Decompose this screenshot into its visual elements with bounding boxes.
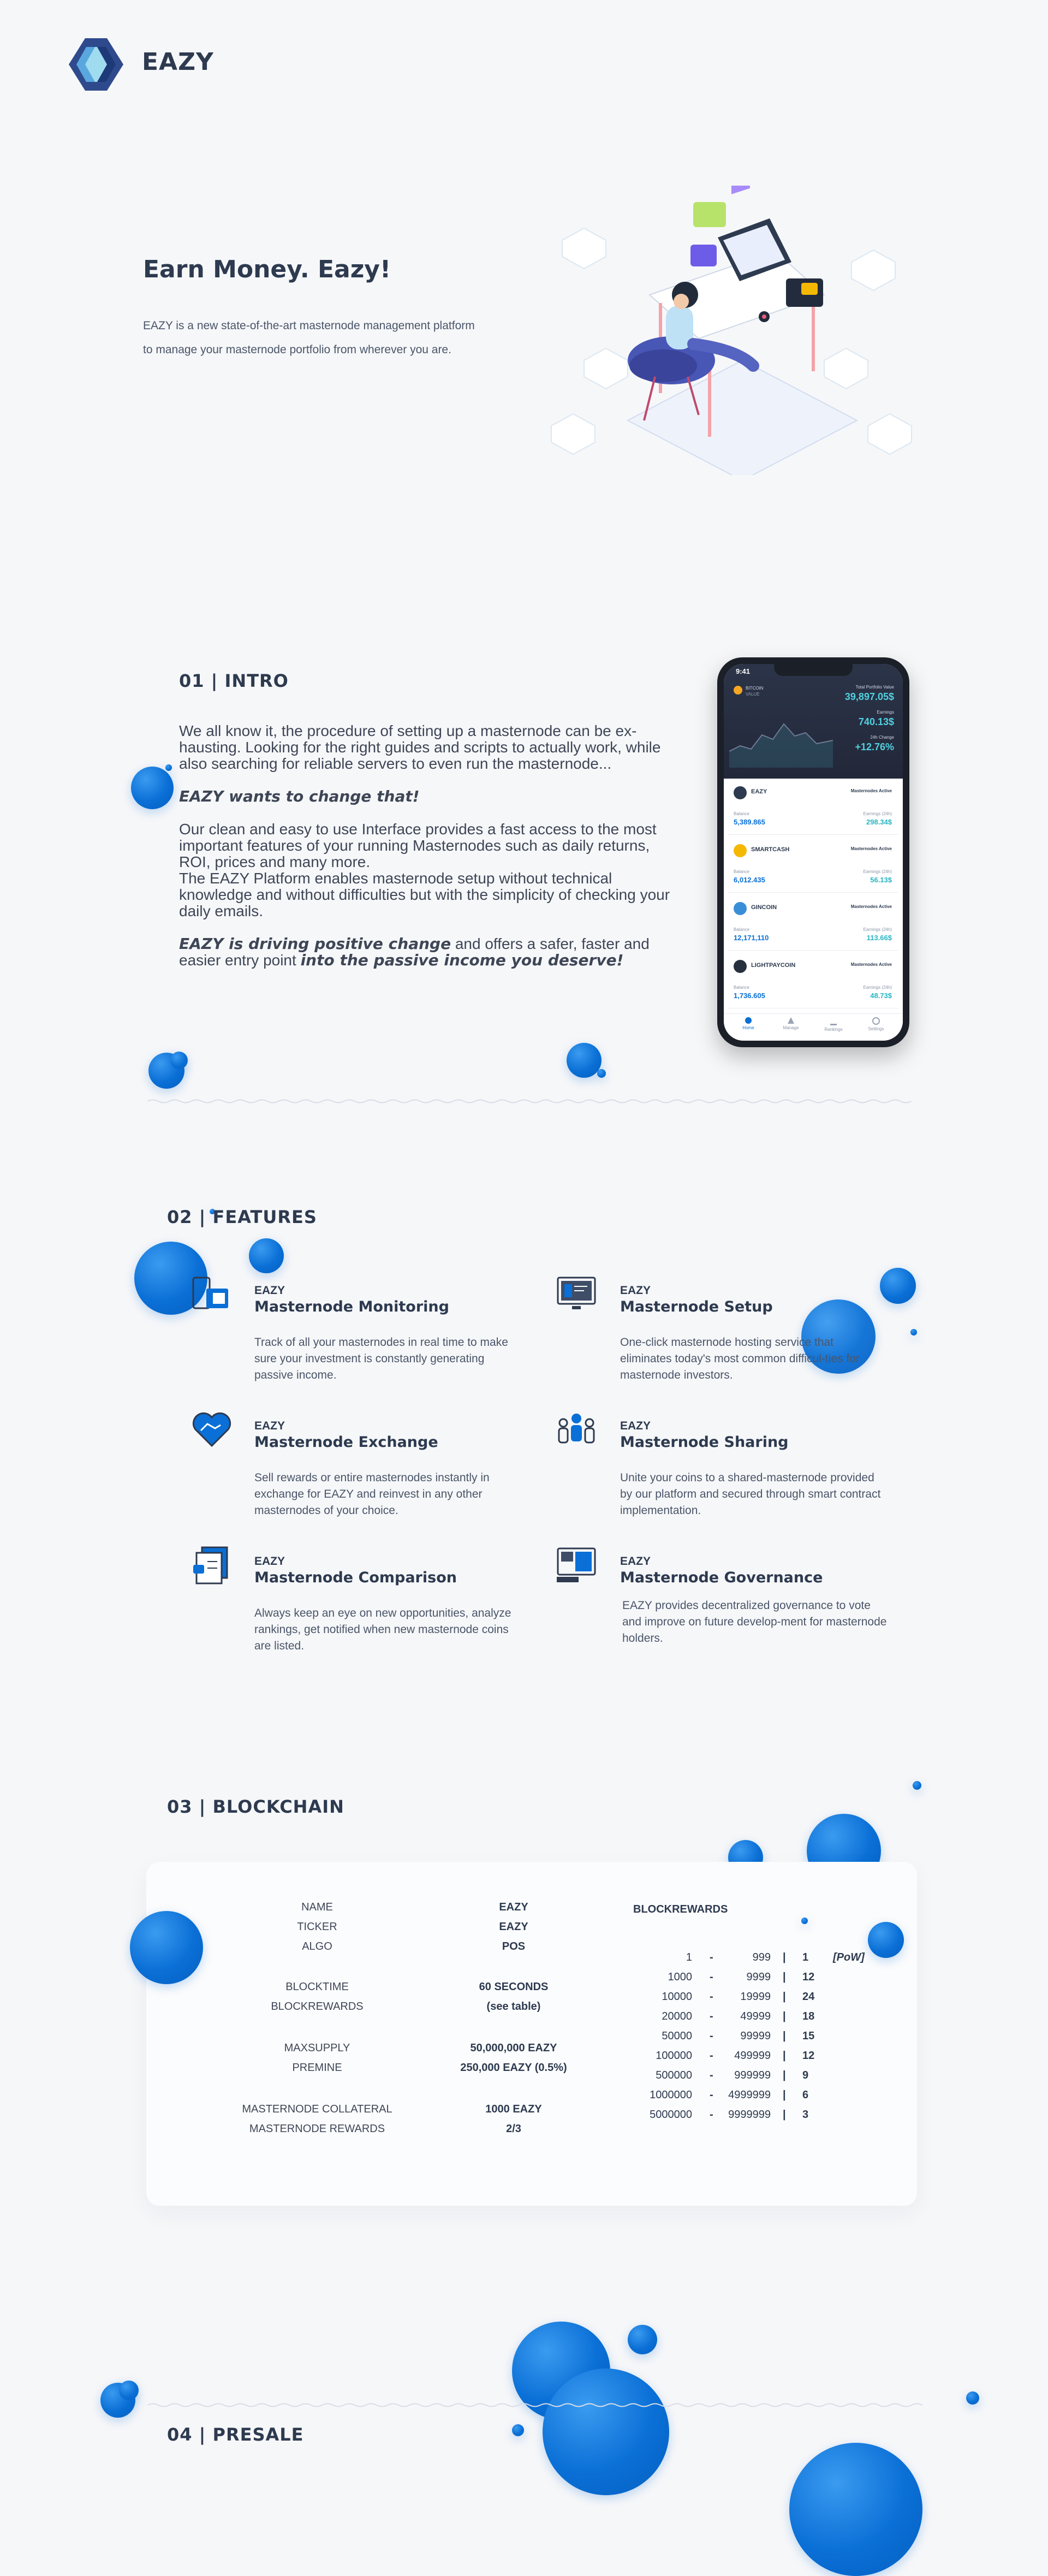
column-separator: | bbox=[783, 2069, 786, 2081]
coin-name: EAZY bbox=[751, 788, 767, 795]
coin-card[interactable] bbox=[728, 838, 898, 893]
feature-title-comparison: Masternode Comparison bbox=[254, 1569, 457, 1586]
blockchain-card bbox=[146, 1862, 917, 2206]
spec-label: BLOCKREWARDS bbox=[271, 2001, 364, 2013]
range-dash: - bbox=[710, 2069, 713, 2081]
spec-label: MAXSUPPLY bbox=[284, 2042, 350, 2054]
coin-earnings: 48.73$ bbox=[870, 992, 892, 1000]
spec-label: MASTERNODE REWARDS bbox=[249, 2123, 385, 2135]
feature-title-setup: Masternode Setup bbox=[620, 1298, 773, 1315]
range-dash: - bbox=[710, 2109, 713, 2121]
decor-bubble bbox=[119, 2381, 139, 2400]
range-start: 20000 bbox=[662, 2010, 692, 2022]
decor-bubble bbox=[628, 2325, 657, 2354]
blockrewards-row bbox=[627, 1971, 878, 1991]
change-label: 24h Change bbox=[870, 735, 894, 740]
coin-status: Masternodes Active bbox=[850, 904, 892, 909]
feature-eyebrow: EAZY bbox=[620, 1555, 651, 1568]
reward-note: [PoW] bbox=[833, 1951, 865, 1963]
coin-card[interactable] bbox=[728, 895, 898, 951]
range-start: 1000 bbox=[668, 1971, 692, 1983]
feature-desc-setup: One-click masternode hosting service that eliminates today's most common difficul-ties for masternode investors. bbox=[620, 1336, 860, 1381]
reward-value: 3 bbox=[802, 2109, 809, 2121]
range-dash: - bbox=[710, 2030, 713, 2042]
coin-earnings: 298.34$ bbox=[866, 818, 892, 826]
decor-bubble bbox=[131, 767, 174, 809]
reward-value: 1 bbox=[802, 1951, 809, 1963]
tab-manage[interactable] bbox=[772, 1017, 810, 1030]
spec-label: TICKER bbox=[297, 1921, 337, 1933]
feature-eyebrow: EAZY bbox=[254, 1555, 285, 1568]
decor-bubble bbox=[789, 2443, 922, 2576]
coin-balance-label: Balance bbox=[734, 869, 749, 874]
reward-value: 6 bbox=[802, 2089, 809, 2101]
tab-manage-label: Manage bbox=[783, 1025, 799, 1030]
site-header bbox=[64, 32, 294, 97]
intro-emphasis-1: EAZY is driving positive change bbox=[179, 935, 451, 953]
spec-label: NAME bbox=[301, 1901, 333, 1913]
coin-earnings: 56.13$ bbox=[870, 876, 892, 884]
intro-paragraph-1: We all know it, the procedure of setting up a masternode can be ex-hausting. Looking for the right guides and scripts to actually work, while also searching for reliable servers to even run the masternode... bbox=[179, 722, 661, 772]
spec-value: EAZY bbox=[499, 1901, 528, 1913]
decor-bubble bbox=[249, 1238, 284, 1273]
coin-card[interactable] bbox=[728, 780, 898, 835]
column-separator: | bbox=[783, 1991, 786, 2003]
reward-value: 12 bbox=[802, 2050, 815, 2062]
blockrewards-row bbox=[627, 1991, 878, 2010]
tab-home-label: Home bbox=[742, 1025, 754, 1030]
blockchain-specs bbox=[146, 1862, 583, 2206]
range-start: 1 bbox=[686, 1951, 692, 1963]
portfolio-sparkline bbox=[729, 708, 833, 768]
blockrewards-row bbox=[627, 1951, 878, 1971]
range-dash: - bbox=[710, 1951, 713, 1963]
gear-icon bbox=[872, 1017, 880, 1025]
hero-line-1: EAZY is a new state-of-the-art masternode management platform bbox=[143, 319, 475, 332]
blockrewards-row bbox=[627, 2109, 878, 2128]
blockrewards-row bbox=[627, 2010, 878, 2030]
coin-status: Masternodes Active bbox=[850, 962, 892, 967]
feature-eyebrow: EAZY bbox=[620, 1284, 651, 1297]
rankings-icon bbox=[830, 1017, 837, 1025]
coin-balance-label: Balance bbox=[734, 811, 749, 816]
hero-line-2: to manage your masternode portfolio from wherever you are. bbox=[143, 343, 451, 356]
tab-home[interactable] bbox=[729, 1017, 767, 1030]
decor-bubble bbox=[801, 1918, 808, 1924]
mobile-monitor-icon bbox=[191, 1274, 233, 1316]
range-end: 499999 bbox=[734, 2050, 771, 2062]
tab-settings-label: Settings bbox=[868, 1026, 884, 1031]
intro-paragraph-3b: The EAZY Platform enables masternode setup without technical knowledge and without difficulties but with the simplicity of checking your daily emails. bbox=[179, 870, 670, 919]
feature-desc-governance: EAZY provides decentralized governance to vote and improve on future develop-ment for masternode holders. bbox=[622, 1599, 887, 1645]
home-icon bbox=[745, 1017, 752, 1024]
range-start: 1000000 bbox=[650, 2089, 692, 2101]
coin-card[interactable] bbox=[728, 953, 898, 1008]
tab-rankings-label: Rankings bbox=[824, 1027, 843, 1032]
feature-desc-comparison: Always keep an eye on new opportunities, analyze rankings, get notified when new masternode coins are listed. bbox=[254, 1607, 511, 1652]
wave-divider bbox=[147, 2402, 922, 2408]
blockrewards-heading: BLOCKREWARDS bbox=[633, 1903, 728, 1915]
range-start: 500000 bbox=[656, 2069, 692, 2081]
spec-value: POS bbox=[502, 1940, 526, 1952]
coin-status: Masternodes Active bbox=[850, 846, 892, 851]
decor-bubble bbox=[165, 764, 172, 771]
coin-earnings: 113.66$ bbox=[866, 934, 892, 942]
range-dash: - bbox=[710, 1971, 713, 1983]
intro-emphasis-2: into the passive income you deserve! bbox=[300, 951, 624, 969]
manage-icon bbox=[788, 1017, 794, 1024]
range-end: 99999 bbox=[740, 2030, 771, 2042]
spec-label: MASTERNODE COLLATERAL bbox=[242, 2103, 392, 2115]
spec-label: PREMINE bbox=[292, 2062, 342, 2074]
decor-bubble bbox=[966, 2391, 979, 2405]
feature-eyebrow: EAZY bbox=[254, 1284, 285, 1297]
phone-screen bbox=[724, 664, 903, 1041]
reward-value: 15 bbox=[802, 2030, 815, 2042]
column-separator: | bbox=[783, 2030, 786, 2042]
intro-paragraph-4 bbox=[179, 936, 670, 969]
documents-compare-icon bbox=[191, 1545, 233, 1587]
tab-settings[interactable] bbox=[857, 1017, 895, 1031]
coin-logo-icon bbox=[734, 902, 747, 915]
eazy-logo-icon[interactable] bbox=[64, 34, 126, 95]
decor-bubble bbox=[597, 1069, 606, 1078]
total-value: 39,897.05$ bbox=[844, 691, 894, 702]
decor-bubble bbox=[910, 1329, 917, 1336]
change-value: +12.76% bbox=[855, 741, 894, 752]
features-heading: 02 | FEATURES bbox=[167, 1207, 317, 1227]
range-end: 9999 bbox=[746, 1971, 771, 1983]
range-end: 19999 bbox=[740, 1991, 771, 2003]
intro-paragraph-2: EAZY wants to change that! bbox=[179, 787, 420, 805]
column-separator: | bbox=[783, 2010, 786, 2022]
range-dash: - bbox=[710, 2050, 713, 2062]
range-end: 999 bbox=[752, 1951, 771, 1963]
wallet-label: BITCOIN bbox=[746, 686, 764, 691]
column-separator: | bbox=[783, 2109, 786, 2121]
coin-name: LIGHTPAYCOIN bbox=[751, 962, 796, 969]
coin-earnings-label: Earnings (24h) bbox=[863, 811, 892, 816]
coin-balance: 12,171,110 bbox=[734, 934, 769, 942]
range-end: 49999 bbox=[740, 2010, 771, 2022]
wave-divider bbox=[147, 1099, 912, 1104]
feature-eyebrow: EAZY bbox=[620, 1420, 651, 1432]
spec-value: EAZY bbox=[499, 1921, 528, 1933]
governance-screen-icon bbox=[556, 1545, 597, 1587]
blockrewards-row bbox=[627, 2089, 878, 2109]
coin-earnings-label: Earnings (24h) bbox=[863, 985, 892, 990]
coin-earnings-label: Earnings (24h) bbox=[863, 927, 892, 932]
phone-time: 9:41 bbox=[736, 667, 751, 675]
coin-logo-icon bbox=[734, 844, 747, 857]
range-start: 5000000 bbox=[650, 2109, 692, 2121]
handshake-icon bbox=[191, 1410, 233, 1451]
column-separator: | bbox=[783, 2050, 786, 2062]
intro-paragraph-4-middle: and offers a safer, faster and easier entry point bbox=[179, 935, 650, 969]
column-separator: | bbox=[783, 2089, 786, 2101]
spec-value: 2/3 bbox=[506, 2123, 521, 2135]
spec-label: ALGO bbox=[302, 1940, 332, 1952]
blockchain-heading: 03 | BLOCKCHAIN bbox=[167, 1796, 344, 1817]
coin-name: GINCOIN bbox=[751, 904, 777, 911]
range-end: 4999999 bbox=[728, 2089, 771, 2101]
decor-bubble bbox=[170, 1052, 188, 1069]
hero-illustration bbox=[529, 186, 922, 475]
people-share-icon bbox=[556, 1410, 597, 1451]
blockrewards-row bbox=[627, 2069, 878, 2089]
range-end: 999999 bbox=[734, 2069, 771, 2081]
coin-status: Masternodes Active bbox=[850, 788, 892, 793]
coin-balance: 5,389.865 bbox=[734, 818, 765, 826]
coin-logo-icon bbox=[734, 960, 747, 973]
range-start: 10000 bbox=[662, 1991, 692, 2003]
spec-value: (see table) bbox=[486, 2001, 541, 2013]
phone-notch bbox=[774, 664, 853, 676]
range-dash: - bbox=[710, 1991, 713, 2003]
decor-bubble bbox=[512, 2424, 524, 2436]
range-dash: - bbox=[710, 2089, 713, 2101]
intro-paragraph-3a: Our clean and easy to use Interface provides a fast access to the most important features of your running Masternodes such as daily returns, ROI, prices and many more. bbox=[179, 821, 657, 870]
coin-balance: 6,012.435 bbox=[734, 876, 765, 884]
intro-heading: 01 | INTRO bbox=[179, 670, 289, 691]
spec-value: 1000 EAZY bbox=[485, 2103, 542, 2115]
column-separator: | bbox=[783, 1951, 786, 1963]
feature-eyebrow: EAZY bbox=[254, 1420, 285, 1432]
feature-title-exchange: Masternode Exchange bbox=[254, 1434, 438, 1451]
feature-desc-sharing: Unite your coins to a shared-masternode provided by our platform and secured through smart contract implementation. bbox=[620, 1471, 881, 1517]
range-end: 9999999 bbox=[728, 2109, 771, 2121]
range-dash: - bbox=[710, 2010, 713, 2022]
brand-name[interactable]: EAZY bbox=[142, 48, 214, 76]
decor-bubble bbox=[880, 1268, 916, 1304]
feature-title-sharing: Masternode Sharing bbox=[620, 1434, 789, 1451]
decor-bubble bbox=[543, 2369, 669, 2495]
feature-desc-monitoring: Track of all your masternodes in real time to make sure your investment is constantly generating passive income. bbox=[254, 1336, 508, 1381]
decor-bubble bbox=[130, 1911, 203, 1984]
coin-name: SMARTCASH bbox=[751, 846, 790, 853]
decor-bubble bbox=[868, 1922, 904, 1958]
hero-title: Earn Money. Eazy! bbox=[143, 256, 391, 283]
feature-desc-exchange: Sell rewards or entire masternodes instantly in exchange for EAZY and reinvest in any other masternodes of your choice. bbox=[254, 1471, 490, 1517]
coin-balance: 1,736.605 bbox=[734, 992, 765, 1000]
total-label: Total Portfolio Value bbox=[855, 685, 894, 690]
reward-value: 9 bbox=[802, 2069, 809, 2081]
wallet-sub: VALUE bbox=[746, 692, 760, 697]
spec-value: 50,000,000 EAZY bbox=[470, 2042, 557, 2054]
spec-value: 60 SECONDS bbox=[479, 1981, 549, 1993]
coin-balance-label: Balance bbox=[734, 985, 749, 990]
reward-value: 24 bbox=[802, 1991, 815, 2003]
presale-heading: 04 | PRESALE bbox=[167, 2424, 304, 2445]
coin-logo-icon bbox=[734, 786, 747, 799]
range-start: 100000 bbox=[656, 2050, 692, 2062]
spec-value: 250,000 EAZY (0.5%) bbox=[460, 2062, 567, 2074]
coin-balance-label: Balance bbox=[734, 927, 749, 932]
decor-bubble bbox=[913, 1781, 921, 1790]
reward-value: 18 bbox=[802, 2010, 815, 2022]
spec-label: BLOCKTIME bbox=[285, 1981, 349, 1993]
feature-title-governance: Masternode Governance bbox=[620, 1569, 823, 1586]
code-screen-icon bbox=[556, 1274, 597, 1316]
bitcoin-icon bbox=[734, 686, 742, 695]
tab-rankings[interactable] bbox=[814, 1017, 853, 1032]
decor-bubble bbox=[567, 1043, 602, 1078]
reward-value: 12 bbox=[802, 1971, 815, 1983]
phone-mockup bbox=[717, 657, 909, 1047]
blockrewards-row bbox=[627, 2050, 878, 2069]
earnings-value: 740.13$ bbox=[858, 716, 894, 727]
intro-body bbox=[179, 723, 670, 969]
earnings-label: Earnings bbox=[877, 710, 894, 715]
coin-earnings-label: Earnings (24h) bbox=[863, 869, 892, 874]
range-start: 50000 bbox=[662, 2030, 692, 2042]
feature-title-monitoring: Masternode Monitoring bbox=[254, 1298, 449, 1315]
phone-tab-bar bbox=[724, 1013, 903, 1041]
blockrewards-row bbox=[627, 2030, 878, 2050]
column-separator: | bbox=[783, 1971, 786, 1983]
